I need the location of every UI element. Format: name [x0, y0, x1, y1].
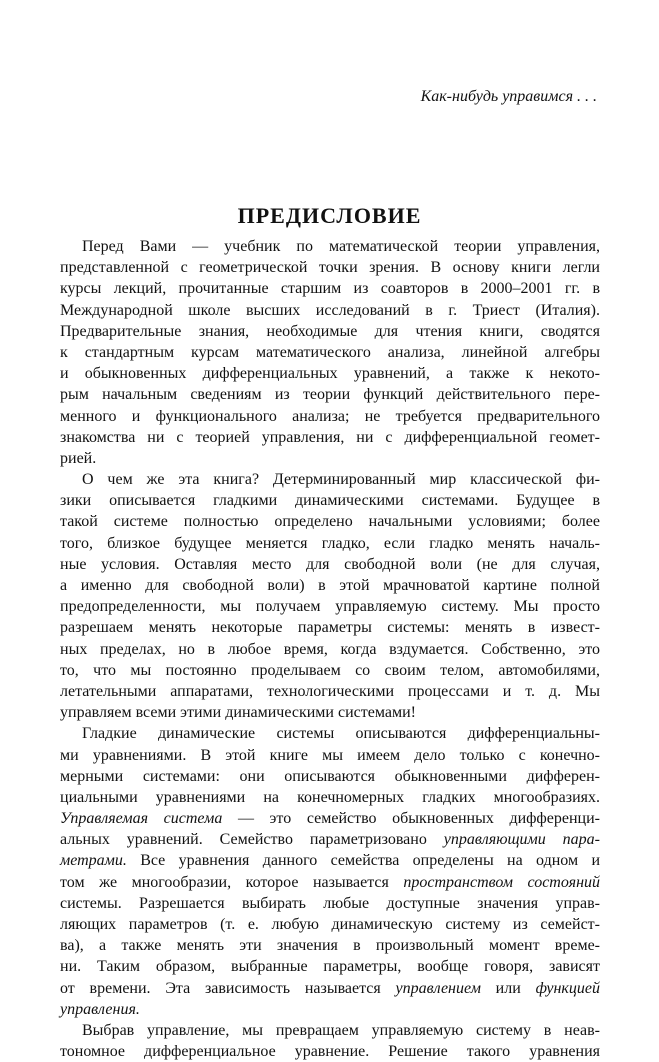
text-run: ни. Таким образом, выбранные параметры, вообще говоря, зависят: [60, 958, 600, 976]
text-run: Выбрав управление, мы превращаем управляемую систему в неав-: [82, 1021, 600, 1039]
text-run: к стандартным курсам математического анализа, линейной алгебры: [60, 343, 600, 361]
text-line: [60, 766, 600, 787]
text-line: [60, 745, 600, 766]
text-run: зики описывается гладкими динамическими системами. Будущее в: [60, 492, 600, 510]
text-line: [60, 596, 600, 617]
text-run: менного и функционального анализа; не требуется предварительного: [60, 407, 600, 425]
text-line: [60, 278, 600, 299]
text-line: [60, 490, 600, 511]
text-line: [60, 935, 600, 956]
italic-term: управления.: [60, 1000, 140, 1018]
text-run: или: [480, 979, 536, 997]
text-run: знакомства ни с теорией управления, ни с дифференциальной геомет-: [60, 428, 600, 446]
text-line: [60, 1041, 600, 1062]
text-line: [60, 872, 600, 893]
text-run: Перед Вами — учебник по математической теории управления,: [82, 238, 600, 255]
text-run: курсы лекций, прочитанные старшим из соавторов в 2000–2001 гг. в: [60, 280, 600, 298]
text-line: [60, 893, 600, 914]
italic-term: метрами.: [60, 852, 127, 870]
text-run: управляем всеми этими динамическими системами!: [60, 704, 416, 722]
text-line: [60, 617, 600, 638]
text-run: ва), а также менять эти значения в произвольный момент време-: [60, 937, 600, 955]
text-line: [60, 787, 600, 808]
text-run: ми уравнениями. В этой книге мы имеем дело только с конечно-: [60, 746, 600, 764]
text-line: [60, 300, 600, 321]
text-run: системы. Разрешается выбирать любые доступные значения управ-: [60, 894, 600, 912]
italic-term: функцией: [535, 979, 601, 997]
italic-term: Управляемая система: [60, 810, 223, 828]
text-run: представленной с геометрической точки зрения. В основу книги легли: [60, 259, 600, 277]
text-line: [60, 533, 600, 554]
text-run: летательными аппаратами, технологическими процессами и т. д. Мы: [60, 682, 600, 700]
text-line: [60, 511, 600, 532]
text-line: [60, 384, 600, 405]
text-run: рией.: [60, 449, 97, 467]
text-line: [60, 1020, 600, 1041]
text-line: [60, 681, 600, 702]
text-run: то, что мы постоянно проделываем со своим телом, автомобилями,: [60, 661, 600, 679]
text-run: от времени. Эта зависимость называется: [60, 979, 396, 997]
text-run: разрешаем менять некоторые параметры системы: менять в извест-: [60, 619, 600, 637]
text-line: [60, 850, 600, 871]
text-line: [60, 829, 600, 850]
text-line: [60, 321, 600, 342]
text-run: мерными системами: они описываются обыкновенными дифферен-: [60, 767, 600, 785]
text-line: [60, 427, 600, 448]
text-line: [60, 406, 600, 427]
paragraph: [60, 469, 600, 723]
text-line: [60, 956, 600, 977]
text-run: Все уравнения данного семейства определены на одном и: [126, 852, 600, 870]
text-line: [60, 639, 600, 660]
text-line: [60, 702, 600, 723]
page-title: ПРЕДИСЛОВИЕ: [237, 203, 422, 228]
text-run: тономное дифференциальное уравнение. Решение такого уравнения: [60, 1043, 600, 1061]
text-run: О чем же эта книга? Детерминированный мир классической фи-: [82, 471, 600, 489]
text-run: — это семейство обыкновенных дифференци-: [222, 810, 601, 828]
italic-term: управляющими пара-: [443, 831, 600, 849]
text-run: циальными уравнениями на конечномерных гладких многообразиях.: [60, 788, 600, 806]
text-run: альных уравнений. Семейство параметризовано: [60, 831, 444, 849]
text-line: [60, 723, 600, 744]
text-run: ных пределах, но в любое время, когда вздумается. Собственно, это: [60, 640, 600, 658]
text-line: [60, 448, 600, 469]
epigraph: Как-нибудь управимся . . .: [420, 88, 597, 105]
text-run: Гладкие динамические системы описываются дифференциальны-: [82, 725, 600, 743]
text-run: рым начальным сведениям из теории функций действительного пере-: [60, 386, 600, 404]
text-line: [60, 554, 600, 575]
text-line: [60, 914, 600, 935]
text-run: и обыкновенных дифференциальных уравнений, а также к некото-: [60, 365, 600, 383]
text-run: того, близкое будущее меняется гладко, если гладко менять началь-: [60, 534, 600, 552]
body-text: [60, 236, 600, 1062]
text-line: [60, 575, 600, 596]
text-run: а именно для свободной воли) в этой мрачноватой картине полной: [60, 577, 600, 594]
text-line: [60, 342, 600, 363]
text-line: [60, 978, 600, 999]
text-run: предопределенности, мы получаем управляемую систему. Мы просто: [60, 598, 600, 616]
text-run: ляющих параметров (т. е. любую динамическую систему из семейст-: [60, 916, 600, 933]
italic-term: управлением: [395, 979, 481, 997]
text-line: [60, 469, 600, 490]
text-line: [60, 363, 600, 384]
text-line: [60, 999, 600, 1020]
text-run: ные условия. Оставляя место для свободной воли (не для случая,: [60, 555, 600, 573]
paragraph: [60, 236, 600, 469]
text-run: такой системе полностью определено начальными условиями; более: [60, 513, 600, 531]
italic-term: пространством состояний: [403, 873, 601, 891]
text-line: [60, 236, 600, 257]
paragraph: [60, 1020, 600, 1062]
text-run: Международной школе высших исследований в г. Триест (Италия).: [60, 301, 600, 319]
text-run: Предварительные знания, необходимые для чтения книги, сводятся: [60, 322, 600, 340]
text-run: том же многообразии, которое называется: [60, 873, 404, 891]
text-line: [60, 808, 600, 829]
text-line: [60, 660, 600, 681]
paragraph: [60, 723, 600, 1020]
text-line: [60, 257, 600, 278]
